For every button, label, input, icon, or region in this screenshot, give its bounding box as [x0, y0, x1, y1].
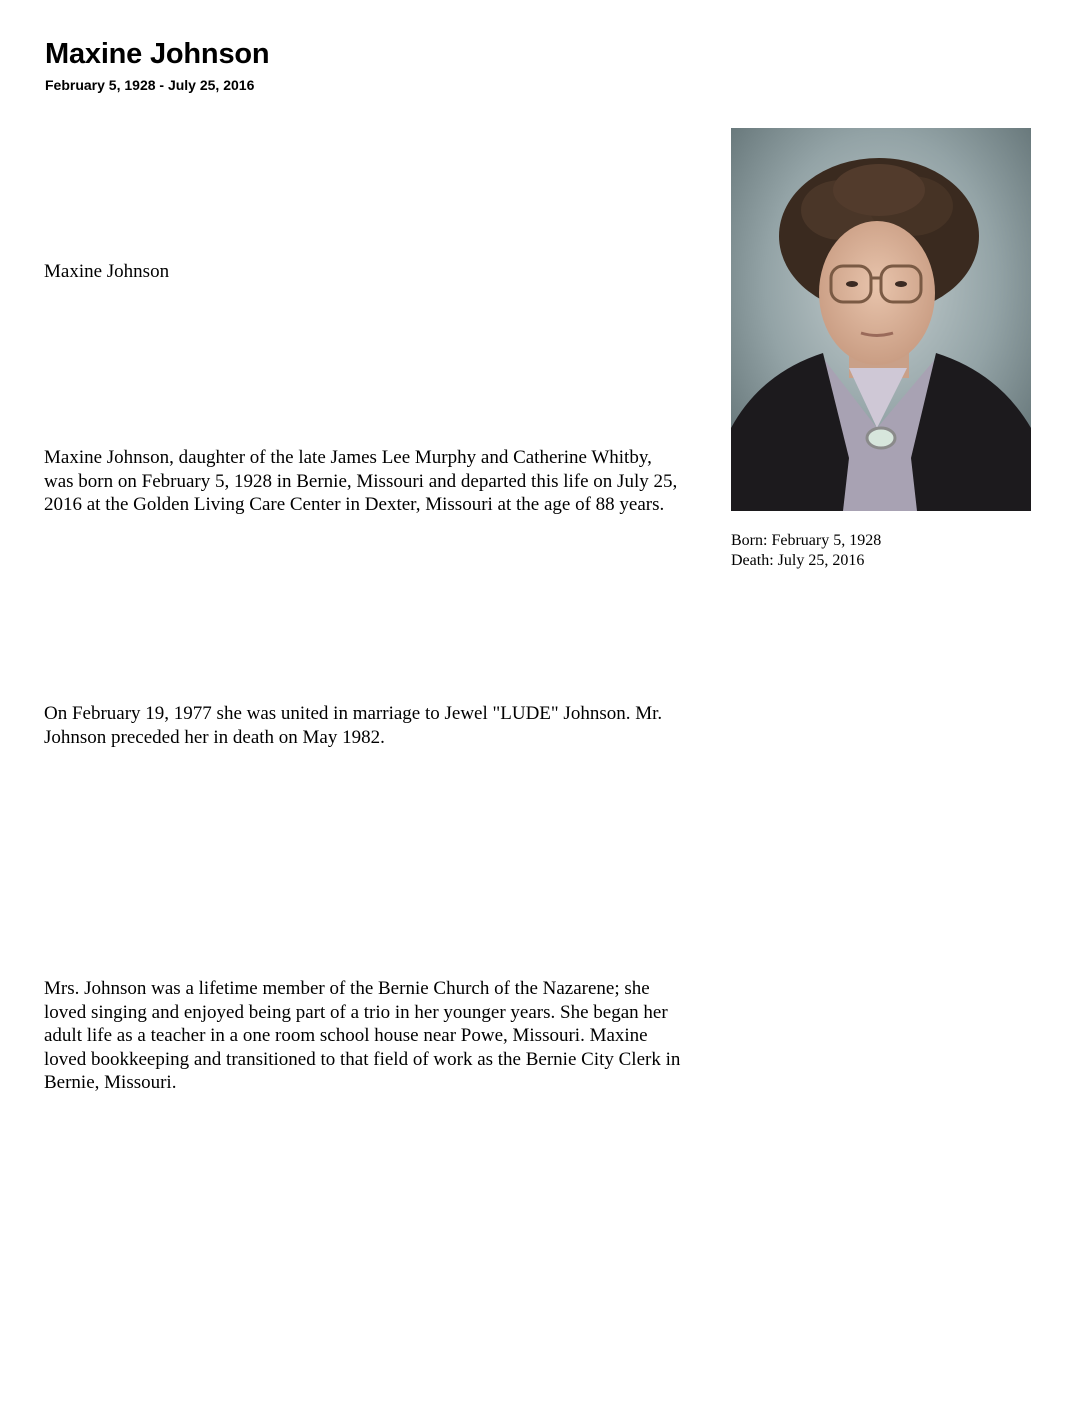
page-title: Maxine Johnson: [45, 38, 270, 70]
born-date: Born: February 5, 1928: [731, 532, 882, 549]
paragraph-biography: Maxine Johnson, daughter of the late James Lee Murphy and Catherine Whitby, was born on February 5, 1928 in Bernie, Missouri and departed this life on July 25, 2016 at the Golden Living Care Center in Dexter, Missouri at the age of 88 years.: [44, 447, 678, 515]
paragraph-name: Maxine Johnson: [44, 261, 170, 282]
photo-caption: [731, 531, 881, 571]
paragraph-life: Mrs. Johnson was a lifetime member of the Bernie Church of the Nazarene; she loved singing and enjoyed being part of a trio in her younger years. She began her adult life as a teacher in a one room school house near Powe, Missouri. Maxine loved bookkeeping and transitioned to that field of work as the Bernie City Clerk in Bernie, Missouri.: [44, 978, 681, 1093]
paragraph-marriage: On February 19, 1977 she was united in marriage to Jewel "LUDE" Johnson. Mr. Johnson preceded her in death on May 1982.: [44, 703, 663, 748]
death-date: Death: July 25, 2016: [731, 552, 865, 569]
life-dates: February 5, 1928 - July 25, 2016: [45, 77, 255, 93]
portrait-photo: [731, 128, 1031, 511]
obituary-header: [45, 36, 269, 94]
